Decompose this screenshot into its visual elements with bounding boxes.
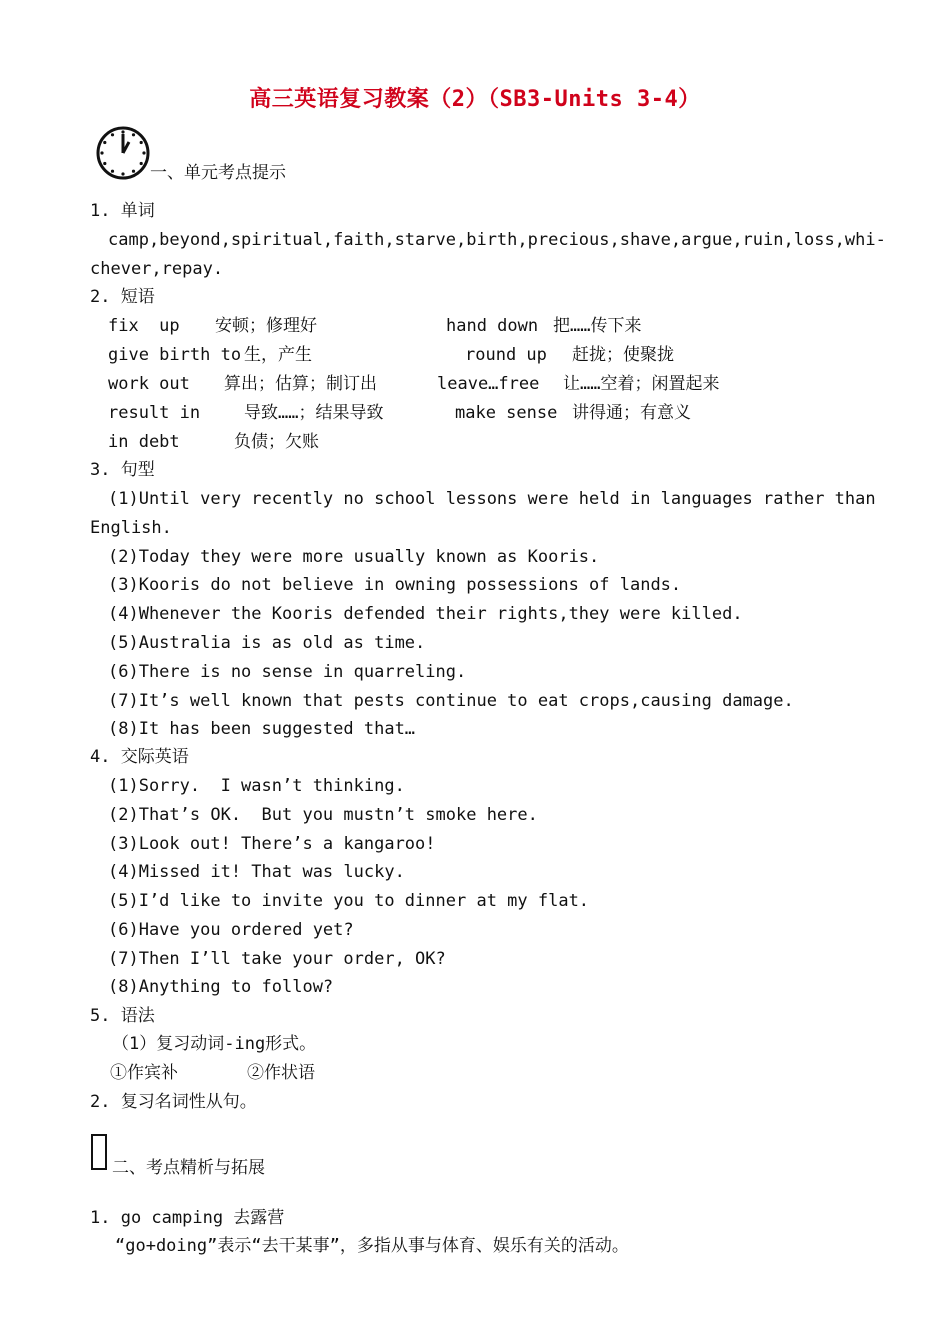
section-marker-icon <box>91 1134 107 1170</box>
phrase-zh: 算出；估算；制订出 <box>224 374 377 394</box>
communication-sentence: (6)Have you ordered yet? <box>108 920 354 940</box>
pattern-sentence: (3)Kooris do not believe in owning possessions of lands. <box>108 575 682 595</box>
phrase-zh: 让……空着；闲置起来 <box>563 374 720 394</box>
section-heading-1: 一、单元考点提示 <box>150 163 286 183</box>
pattern-sentence: (1)Until very recently no school lessons were held in languages rather than <box>108 489 876 509</box>
pattern-sentence: (6)There is no sense in quarreling. <box>108 662 467 682</box>
clock-icon <box>95 125 151 181</box>
phrases-label: 2. 短语 <box>90 287 155 307</box>
grammar-subitem: ②作状语 <box>247 1063 315 1083</box>
communication-sentence: (5)I’d like to invite you to dinner at my flat. <box>108 891 590 911</box>
vocab-label: 1. 单词 <box>90 201 155 221</box>
grammar-label: 5. 语法 <box>90 1006 155 1026</box>
pattern-sentence: English. <box>90 518 172 538</box>
pattern-sentence: (7)It’s well known that pests continue to eat crops,causing damage. <box>108 691 794 711</box>
communication-label: 4. 交际英语 <box>90 747 189 767</box>
phrase-zh: 负债；欠账 <box>234 432 319 452</box>
pattern-sentence: (4)Whenever the Kooris defended their rights,they were killed. <box>108 604 743 624</box>
section-heading-2: 二、考点精析与拓展 <box>112 1158 265 1178</box>
communication-sentence: (1)Sorry. I wasn’t thinking. <box>108 776 405 796</box>
grammar-item: （1）复习动词-ing形式。 <box>112 1034 317 1054</box>
pattern-sentence: (2)Today they were more usually known as Kooris. <box>108 547 600 567</box>
phrase-zh: 导致……；结果导致 <box>244 403 384 423</box>
phrase-en: fix up <box>108 316 180 336</box>
phrase-zh: 安顿；修理好 <box>215 316 317 336</box>
phrase-zh: 把……传下来 <box>553 316 642 336</box>
pattern-sentence: (8)It has been suggested that… <box>108 719 416 739</box>
phrase-en: round up <box>465 345 547 365</box>
pattern-sentence: (5)Australia is as old as time. <box>108 633 426 653</box>
analysis-item: 1. go camping 去露营 <box>90 1208 285 1228</box>
analysis-description: “go+doing”表示“去干某事”，多指从事与体育、娱乐有关的活动。 <box>115 1236 629 1256</box>
communication-sentence: (2)That’s OK. But you mustn’t smoke here. <box>108 805 538 825</box>
phrase-en: leave…free <box>437 374 540 394</box>
grammar-item: 2. 复习名词性从句。 <box>90 1092 257 1112</box>
phrase-zh: 生，产生 <box>244 345 312 365</box>
communication-sentence: (8)Anything to follow? <box>108 977 334 997</box>
communication-sentence: (4)Missed it! That was lucky. <box>108 862 405 882</box>
phrase-zh: 讲得通；有意义 <box>572 403 691 423</box>
phrase-en: in debt <box>108 432 180 452</box>
phrase-zh: 赶拢；使聚拢 <box>572 345 674 365</box>
phrase-en: make sense <box>455 403 558 423</box>
vocab-line: chever,repay. <box>90 259 224 279</box>
phrase-en: hand down <box>446 316 539 336</box>
phrase-en: result in <box>108 403 201 423</box>
page-title: 高三英语复习教案（2）（SB3-Units 3-4） <box>249 87 701 112</box>
patterns-label: 3. 句型 <box>90 460 155 480</box>
communication-sentence: (3)Look out! There’s a kangaroo! <box>108 834 436 854</box>
communication-sentence: (7)Then I’ll take your order, OK? <box>108 949 446 969</box>
grammar-subitem: ①作宾补 <box>110 1063 178 1083</box>
vocab-line: camp,beyond,spiritual,faith,starve,birth,precious,shave,argue,ruin,loss,whi- <box>108 230 886 250</box>
phrase-en: work out <box>108 374 190 394</box>
phrase-en: give birth to <box>108 345 242 365</box>
